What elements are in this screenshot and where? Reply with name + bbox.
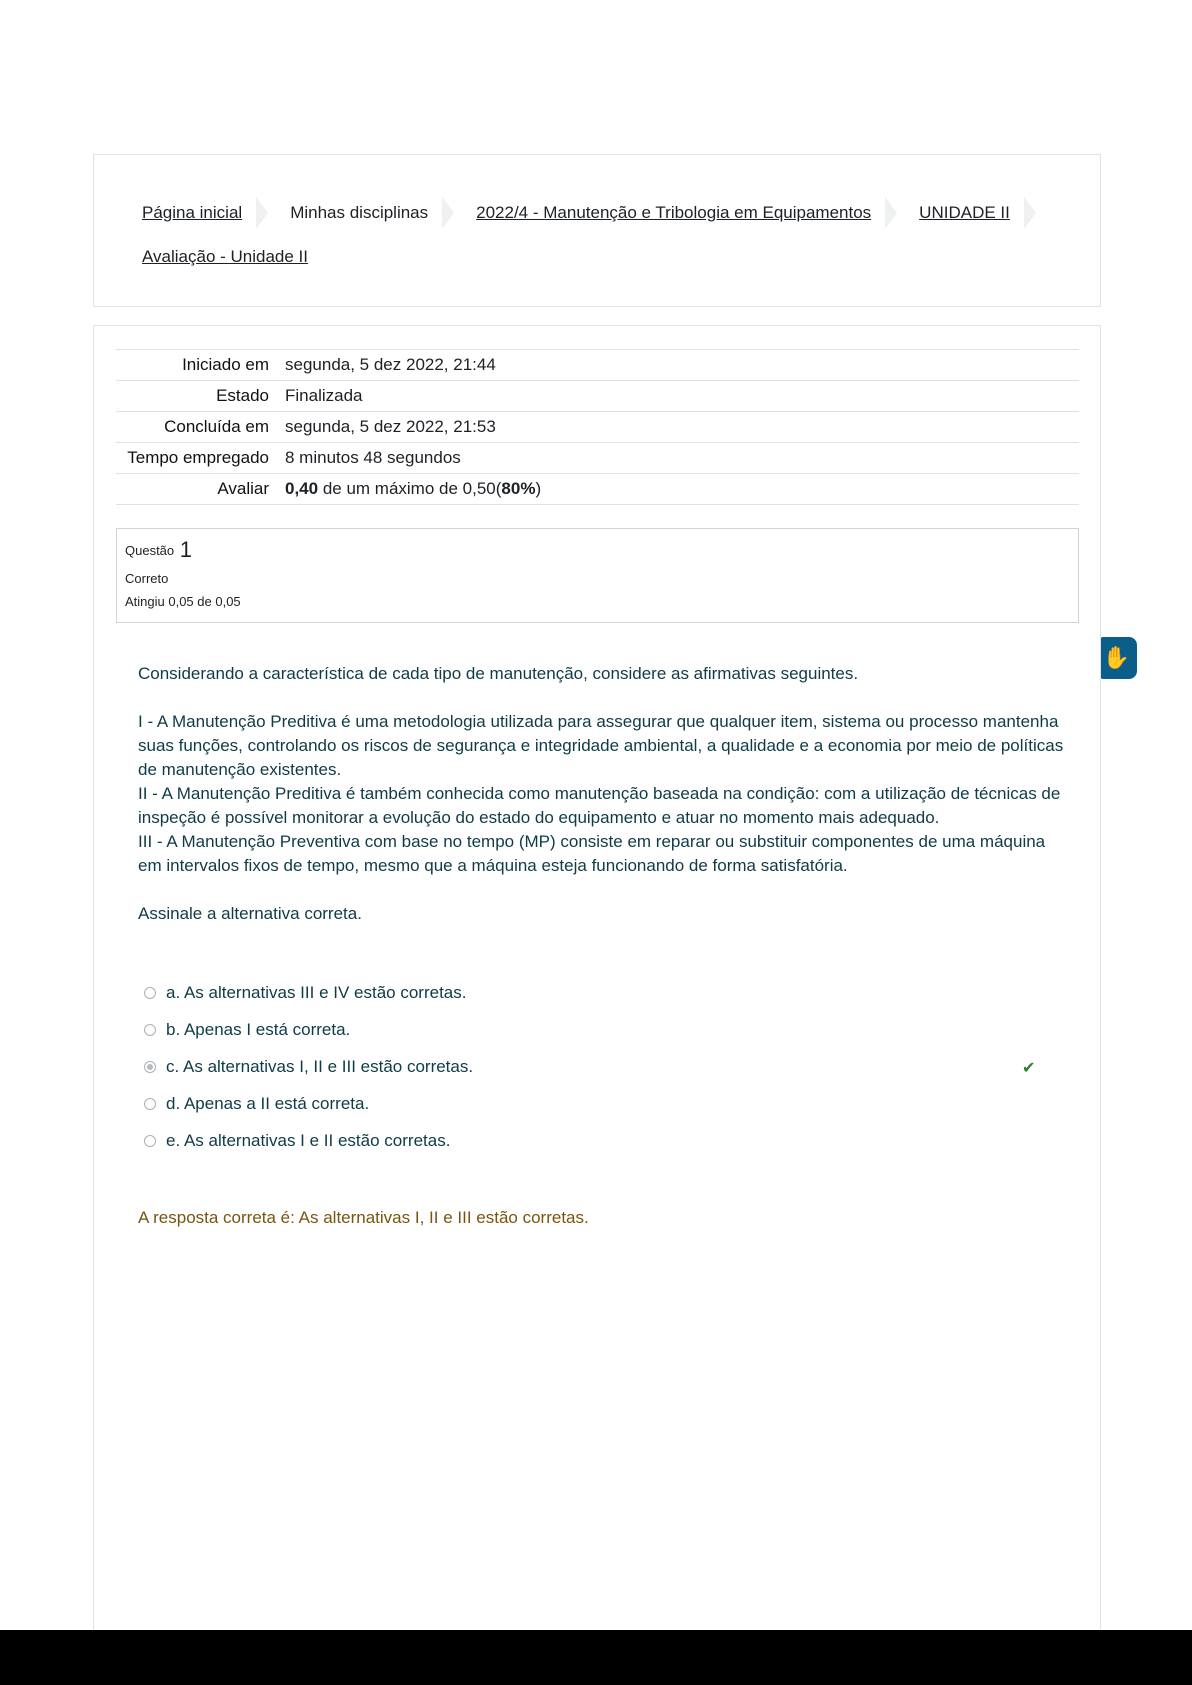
attempt-summary-table [116, 349, 1079, 505]
answer-option-a[interactable] [144, 974, 1074, 1011]
question-prompt: Assinale a alternativa correta. [138, 904, 362, 923]
question-mark: Atingiu 0,05 de 0,05 [125, 594, 241, 609]
breadcrumb-home[interactable]: Página inicial [142, 203, 243, 222]
radio-button[interactable] [144, 1135, 156, 1147]
answer-label: b. Apenas I está correta. [166, 1019, 351, 1039]
grade-close: ) [535, 479, 542, 498]
started-label: Iniciado em [182, 355, 269, 374]
page-bottom-bar [0, 1630, 1192, 1685]
answer-option-e[interactable] [144, 1122, 1074, 1159]
question-info-box [116, 528, 1079, 623]
completed-label: Concluída em [164, 417, 269, 436]
time-label: Tempo empregado [127, 448, 269, 467]
grade-text: de um máximo de 0,50( [318, 479, 502, 498]
summary-row-state [116, 381, 1079, 412]
completed-value: segunda, 5 dez 2022, 21:53 [285, 417, 496, 436]
statement-3: III - A Manutenção Preventiva com base no tempo (MP) consiste em reparar ou substituir componentes de uma máquina em intervalos fixos de tempo, mesmo que a máquina esteja funcionando de forma satisfatória. [138, 832, 1046, 875]
statement-2: II - A Manutenção Preditiva é também conhecida como manutenção baseada na condição: com a utilização de técnicas de inspeção é possível monitorar a evolução do estado do equipamento e atuar no momento mais adequado. [138, 784, 1061, 827]
grade-percent: 80% [501, 479, 536, 498]
statement-1: I - A Manutenção Preditiva é uma metodologia utilizada para assegurar que qualquer item, sistema ou processo mantenha suas funções, controlando os riscos de segurança e integridade ambiental, a qualidade e a economia por meio de políticas de manutenção existentes. [138, 712, 1064, 779]
state-label: Estado [216, 386, 269, 405]
question-intro: Considerando a característica de cada tipo de manutenção, considere as afirmativas seguintes. [138, 664, 859, 683]
summary-row-started [116, 350, 1079, 381]
correct-answer-feedback: A resposta correta é: As alternativas I, II e III estão corretas. [138, 1208, 589, 1227]
radio-button[interactable] [144, 1024, 156, 1036]
answer-label: d. Apenas a II está correta. [166, 1093, 370, 1113]
answer-label: a. As alternativas III e IV estão corretas. [166, 982, 467, 1002]
question-label: Questão [125, 543, 175, 558]
check-icon: ✔ [1022, 1060, 1036, 1077]
question-text [138, 662, 1068, 926]
question-number: 1 [179, 537, 193, 562]
breadcrumb-separator [256, 197, 268, 229]
radio-button[interactable] [144, 1098, 156, 1110]
answer-option-b[interactable] [144, 1011, 1074, 1048]
breadcrumb-separator [885, 197, 897, 229]
breadcrumb-separator [1024, 197, 1036, 229]
quiz-review-card [93, 325, 1101, 1630]
grade-label: Avaliar [217, 479, 269, 498]
time-value: 8 minutos 48 segundos [285, 448, 461, 467]
grade-value [277, 474, 1079, 505]
radio-button-selected[interactable] [144, 1061, 156, 1073]
radio-button[interactable] [144, 987, 156, 999]
answer-option-d[interactable] [144, 1085, 1074, 1122]
breadcrumb-card [93, 154, 1101, 307]
summary-row-time [116, 443, 1079, 474]
vlibras-hand-icon[interactable]: ✋ [1096, 637, 1137, 679]
answer-label: c. As alternativas I, II e III estão corretas. [166, 1056, 474, 1076]
summary-row-completed [116, 412, 1079, 443]
breadcrumb-separator [442, 197, 454, 229]
breadcrumb [142, 191, 1062, 279]
answer-label: e. As alternativas I e II estão corretas. [166, 1130, 451, 1150]
breadcrumb-quiz[interactable]: Avaliação - Unidade II [142, 247, 309, 266]
breadcrumb-course[interactable]: 2022/4 - Manutenção e Tribologia em Equipamentos [476, 203, 872, 222]
state-value: Finalizada [285, 386, 363, 405]
summary-row-grade [116, 474, 1079, 505]
question-status: Correto [125, 571, 169, 586]
answer-options [144, 974, 1074, 1159]
grade-score: 0,40 [285, 479, 319, 498]
answer-option-c[interactable] [144, 1048, 1074, 1085]
breadcrumb-unit[interactable]: UNIDADE II [919, 203, 1010, 222]
started-value: segunda, 5 dez 2022, 21:44 [285, 355, 496, 374]
breadcrumb-my-courses: Minhas disciplinas [290, 203, 429, 222]
